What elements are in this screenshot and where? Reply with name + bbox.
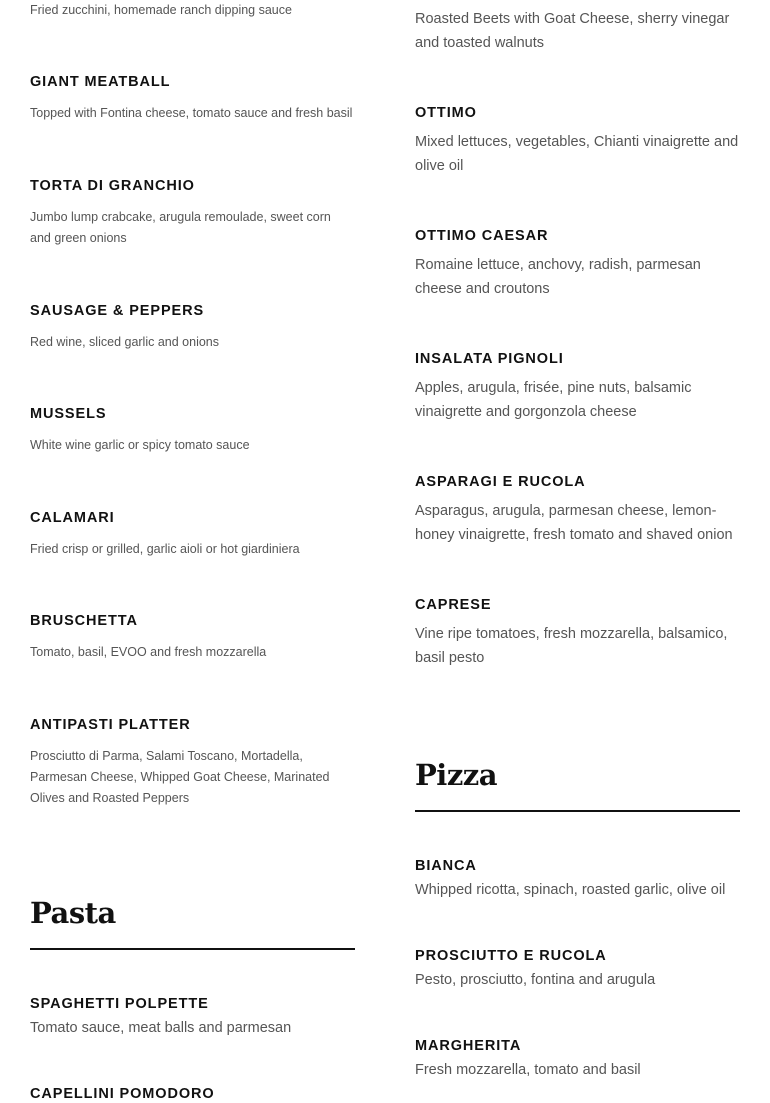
menu-item-description: Apples, arugula, frisée, pine nuts, balsamic vinaigrette and gorgonzola cheese: [415, 380, 692, 420]
menu-item-name: ASPARAGI E RUCOLA: [415, 474, 586, 490]
top-item-description: Fried zucchini, homemade ranch dipping sauce: [30, 3, 292, 17]
top-item-description: Roasted Beets with Goat Cheese, sherry vinegar and toasted walnuts: [415, 11, 730, 51]
menu-item-name: OTTIMO CAESAR: [415, 228, 549, 244]
menu-item-description: Prosciutto di Parma, Salami Toscano, Mortadella, Parmesan Cheese, Whipped Goat Cheese, Marinated Olives and Roasted Peppers: [30, 749, 330, 805]
menu-item-description: Fresh mozzarella, tomato and basil: [415, 1062, 641, 1078]
menu-item-description: Romaine lettuce, anchovy, radish, parmesan cheese and croutons: [415, 257, 701, 297]
menu-item-name: GIANT MEATBALL: [30, 74, 171, 90]
menu-item-caprese: [415, 596, 740, 670]
menu-item-description: Fried crisp or grilled, garlic aioli or hot giardiniera: [30, 542, 300, 556]
menu-item-sausage-peppers: [30, 302, 355, 353]
menu-item-description: Jumbo lump crabcake, arugula remoulade, sweet corn and green onions: [30, 210, 331, 245]
menu-item-description: Topped with Fontina cheese, tomato sauce and fresh basil: [30, 106, 353, 120]
menu-item-insalata-pignoli: [415, 350, 740, 424]
menu-item-asparagi-e-rucola: [415, 473, 740, 547]
menu-item-torta-di-granchio: [30, 177, 355, 249]
menu-item-name: CAPELLINI POMODORO: [30, 1086, 215, 1102]
menu-item-description: Tomato sauce, meat balls and parmesan: [30, 1020, 292, 1036]
menu-item-antipasti-platter: [30, 716, 355, 809]
menu-item-description: Vine ripe tomatoes, fresh mozzarella, balsamico, basil pesto: [415, 626, 728, 666]
menu-item-description: Whipped ricotta, spinach, roasted garlic, olive oil: [415, 882, 726, 898]
menu-item-name: BIANCA: [415, 858, 477, 874]
menu-item-name: INSALATA PIGNOLI: [415, 351, 564, 367]
pasta-section-divider: [30, 948, 355, 950]
menu-item-description: Tomato, basil, EVOO and fresh mozzarella: [30, 645, 267, 659]
menu-item-ottimo-caesar: [415, 227, 740, 301]
menu-item-calamari: [30, 509, 355, 560]
menu-item-prosciutto-e-rucola: [415, 947, 740, 992]
menu-item-name: OTTIMO: [415, 105, 477, 121]
menu-item-name: BRUSCHETTA: [30, 613, 138, 629]
pasta-section-heading: Pasta: [30, 896, 116, 930]
pizza-section-divider: [415, 810, 740, 812]
menu-item-name: ANTIPASTI PLATTER: [30, 717, 191, 733]
menu-item-name: PROSCIUTTO E RUCOLA: [415, 948, 607, 964]
menu-item-name: MUSSELS: [30, 406, 107, 422]
pizza-section-heading: Pizza: [415, 758, 498, 792]
menu-item-name: SPAGHETTI POLPETTE: [30, 996, 209, 1012]
menu-item-name: MARGHERITA: [415, 1038, 522, 1054]
menu-item-description: Pesto, prosciutto, fontina and arugula: [415, 972, 656, 988]
menu-item-bruschetta: [30, 612, 355, 663]
menu-item-giant-meatball: [30, 73, 355, 124]
menu-item-capellini-pomodoro: [30, 1085, 355, 1103]
menu-item-name: CAPRESE: [415, 597, 492, 613]
menu-item-description: Red wine, sliced garlic and onions: [30, 335, 219, 349]
menu-item-name: CALAMARI: [30, 510, 115, 526]
menu-item-name: SAUSAGE & PEPPERS: [30, 303, 205, 319]
menu-item-mussels: [30, 405, 355, 456]
menu-item-description: White wine garlic or spicy tomato sauce: [30, 438, 250, 452]
menu-item-ottimo: [415, 104, 740, 178]
menu-item-bianca: [415, 857, 740, 902]
menu-item-description: Asparagus, arugula, parmesan cheese, lemon-honey vinaigrette, fresh tomato and shaved onion: [415, 503, 733, 543]
menu-item-spaghetti-polpette: [30, 995, 355, 1040]
menu-item-margherita: [415, 1037, 740, 1082]
menu-item-description: Mixed lettuces, vegetables, Chianti vinaigrette and olive oil: [415, 134, 739, 174]
menu-item-name: TORTA DI GRANCHIO: [30, 178, 195, 194]
